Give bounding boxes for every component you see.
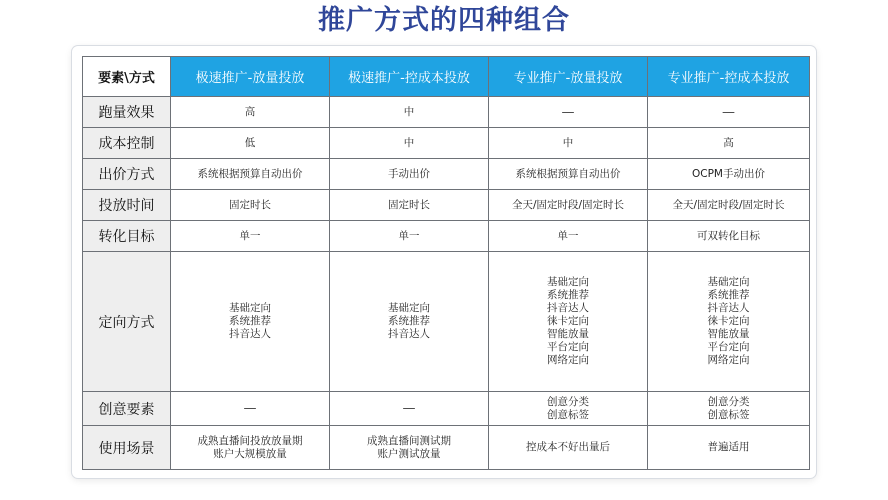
table-cell — [648, 252, 810, 392]
row-header: 转化目标 — [83, 221, 171, 252]
column-header-1: 极速推广-放量投放 — [171, 57, 330, 97]
cell-text: 账户大规模放量 — [213, 447, 287, 460]
table-row-delivery-time — [83, 190, 810, 221]
table-cell — [171, 97, 330, 128]
cell-text: 单一 — [239, 229, 261, 242]
cell-text: 抖音达人 — [388, 328, 430, 340]
table-body — [83, 97, 810, 470]
cell-text: 创意标签 — [547, 408, 589, 421]
cell-text: 抖音达人 — [707, 302, 750, 314]
table-cell — [489, 128, 648, 159]
table-cell — [171, 221, 330, 252]
cell-text: 基础定向 — [547, 276, 589, 288]
cell-text: 抖音达人 — [547, 302, 589, 314]
table-cell — [171, 159, 330, 190]
table-row-volume-effect — [83, 97, 810, 128]
cell-text: 固定时长 — [388, 198, 430, 211]
row-header: 创意要素 — [83, 392, 171, 426]
cell-text: 基础定向 — [388, 302, 430, 314]
cell-text: 账户测试放量 — [377, 447, 441, 460]
cell-text: 可双转化目标 — [697, 229, 760, 242]
cell-text: 创意分类 — [547, 395, 589, 408]
cell-text: 智能放量 — [707, 328, 750, 340]
table-cell — [648, 221, 810, 252]
table-row-conversion-goal — [83, 221, 810, 252]
cell-text: 高 — [723, 136, 734, 149]
cell-text: 系统根据预算自动出价 — [515, 167, 621, 180]
cell-text: 中 — [562, 136, 574, 149]
cell-text: 中 — [403, 136, 415, 149]
cell-text: 高 — [244, 105, 256, 118]
cell-text: 基础定向 — [707, 276, 750, 288]
cell-text: 控成本不好出量后 — [526, 441, 610, 453]
table-row-use-scenario — [83, 426, 810, 470]
cell-text: 基础定向 — [229, 302, 271, 314]
table-row-bidding-method — [83, 159, 810, 190]
cell-text: — — [402, 401, 416, 416]
table-cell — [648, 159, 810, 190]
cell-text: 系统推荐 — [547, 289, 589, 301]
cell-text: 中 — [403, 105, 415, 118]
cell-text: 创意标签 — [707, 408, 750, 421]
table-cell — [171, 252, 330, 392]
table-cell — [648, 190, 810, 221]
cell-text: 成熟直播间测试期 — [367, 434, 451, 447]
table-cell — [489, 159, 648, 190]
table-cell — [171, 392, 330, 426]
table-row-creative-elements — [83, 392, 810, 426]
cell-text: 创意分类 — [707, 395, 750, 408]
row-header: 跑量效果 — [83, 97, 171, 128]
row-header: 投放时间 — [83, 190, 171, 221]
cell-text: 平台定向 — [547, 341, 589, 353]
row-header: 定向方式 — [83, 252, 171, 392]
table-cell — [330, 221, 489, 252]
table-cell — [330, 97, 489, 128]
table-cell — [648, 426, 810, 470]
table-cell — [330, 128, 489, 159]
row-header: 出价方式 — [83, 159, 171, 190]
column-header-3: 专业推广-放量投放 — [489, 57, 648, 97]
cell-text: 抖音达人 — [229, 328, 271, 340]
cell-text: — — [561, 104, 575, 120]
cell-text: 系统推荐 — [707, 289, 750, 301]
cell-text: 普遍适用 — [707, 441, 750, 453]
page-title: 推广方式的四种组合 — [318, 5, 570, 36]
table-cell — [648, 128, 810, 159]
table-cell — [171, 426, 330, 470]
corner-header: 要素\方式 — [83, 57, 171, 97]
cell-text: 全天/固定时段/固定时长 — [672, 198, 785, 211]
table-cell — [489, 252, 648, 392]
table-cell — [648, 392, 810, 426]
table-cell — [330, 392, 489, 426]
table-cell — [330, 426, 489, 470]
comparison-table — [82, 56, 810, 470]
table-cell — [330, 190, 489, 221]
cell-text: OCPM手动出价 — [692, 167, 765, 180]
cell-text: 全天/固定时段/固定时长 — [511, 198, 625, 211]
table-row-cost-control — [83, 128, 810, 159]
table-cell — [648, 97, 810, 128]
table-cell — [171, 128, 330, 159]
column-header-4: 专业推广-控成本投放 — [648, 57, 810, 97]
cell-text: 徕卡定向 — [547, 315, 589, 327]
table-cell — [489, 392, 648, 426]
cell-text: 成熟直播间投放放量期 — [197, 434, 303, 447]
table-cell — [330, 159, 489, 190]
table-cell — [171, 190, 330, 221]
column-header-2: 极速推广-控成本投放 — [330, 57, 489, 97]
row-header: 成本控制 — [83, 128, 171, 159]
table-cell — [489, 221, 648, 252]
cell-text: 固定时长 — [229, 198, 271, 211]
cell-text: — — [243, 401, 257, 416]
table-cell — [330, 252, 489, 392]
cell-text: 系统根据预算自动出价 — [197, 167, 303, 180]
cell-text: 单一 — [557, 229, 579, 242]
table-cell — [489, 190, 648, 221]
row-header: 使用场景 — [83, 426, 171, 470]
cell-text: 平台定向 — [707, 341, 750, 353]
cell-text: 徕卡定向 — [707, 315, 750, 327]
cell-text: 系统推荐 — [388, 315, 430, 327]
table-cell — [489, 426, 648, 470]
cell-text: 系统推荐 — [229, 315, 271, 327]
cell-text: 手动出价 — [388, 167, 430, 180]
cell-text: — — [722, 104, 735, 120]
header-row — [83, 57, 810, 97]
cell-text: 低 — [244, 136, 256, 149]
cell-text: 网络定向 — [707, 354, 750, 366]
table-row-targeting-method — [83, 252, 810, 392]
cell-text: 单一 — [398, 229, 420, 242]
cell-text: 智能放量 — [547, 328, 589, 340]
cell-text: 网络定向 — [547, 354, 589, 366]
table-cell — [489, 97, 648, 128]
